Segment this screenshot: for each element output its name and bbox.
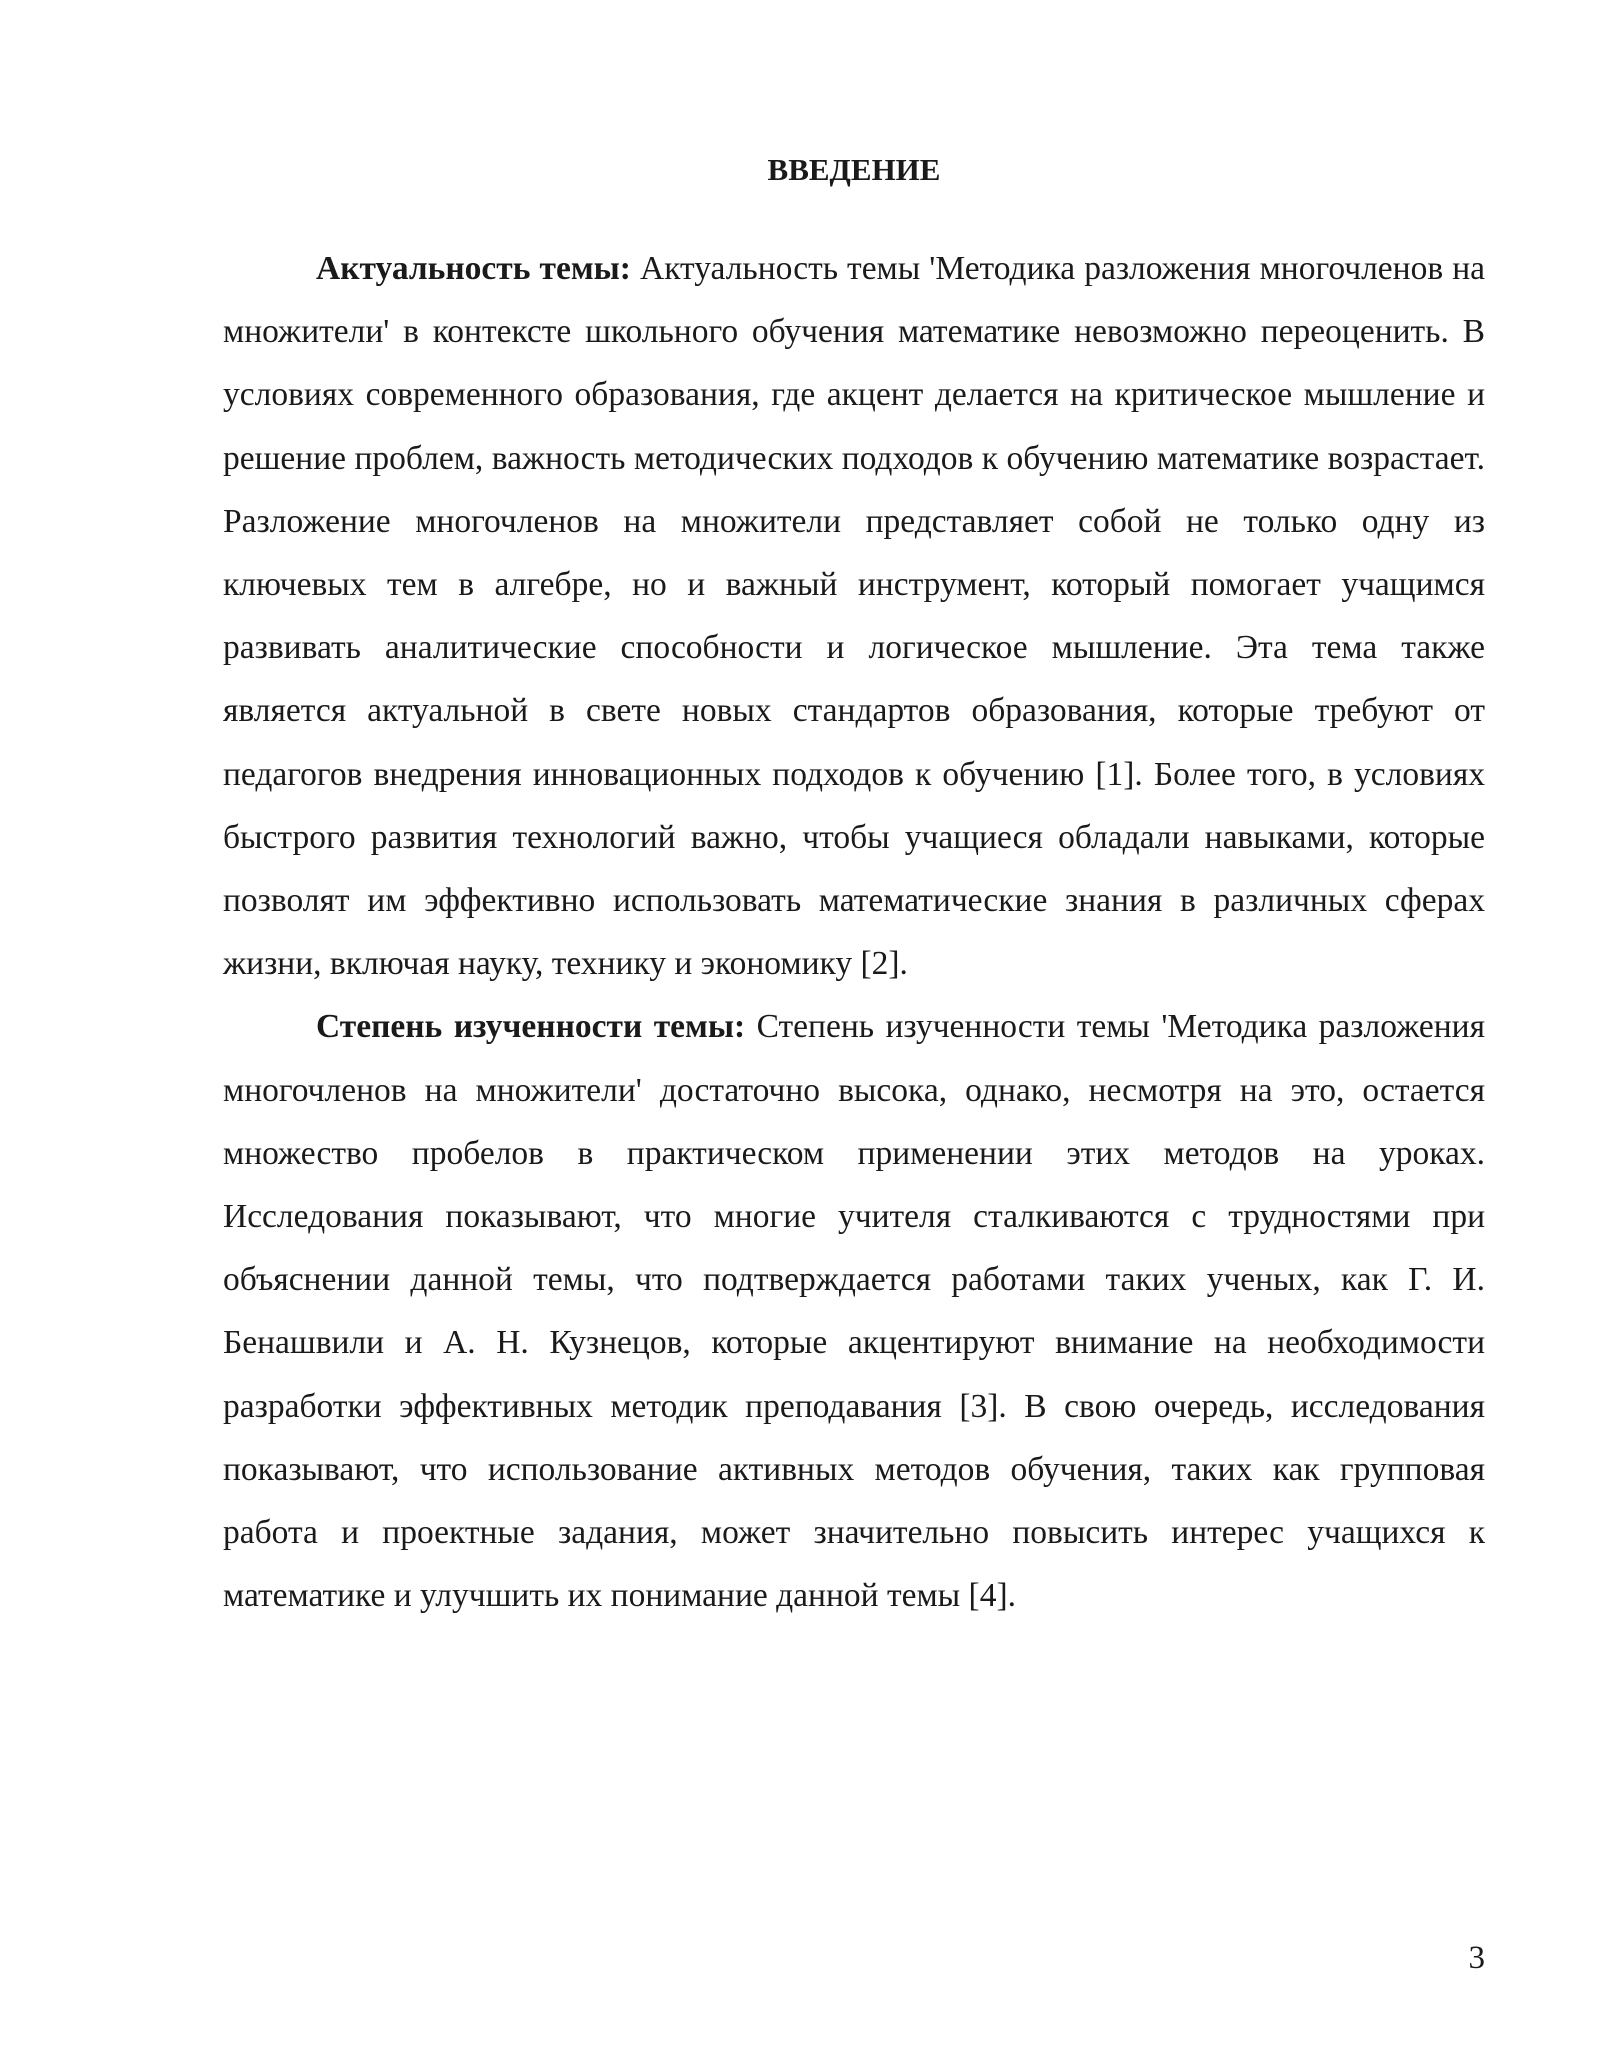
paragraph-text: Степень изученности темы 'Методика разложения многочленов на множители' достаточно высока, однако, несмотря на это, остается множество пробелов в практическом применении этих методов на уроках. Исследования показывают, что многие учителя сталкиваются с трудностями при объяснении данной темы, что подтверждается работами таких ученых, как Г. И. Бенашвили и А. Н. Кузнецов, которые акцентируют внимание на необходимости разработки эффективных методик преподавания [3]. В свою очередь, исследования показывают, что использование активных методов обучения, таких как групповая работа и проектные задания, может значительно повысить интерес учащихся к математике и улучшить их понимание данной темы [4]. (223, 1008, 1485, 1615)
page-number: 3 (1468, 1940, 1485, 1976)
paragraph-text: Актуальность темы 'Методика разложения многочленов на множители' в контексте школьного обучения математике невозможно переоценить. В условиях современного образования, где акцент делается на критическое мышление и решение проблем, важность методических подходов к обучению математике возрастает. Разложение многочленов на множители представляет собой не только одну из ключевых тем в алгебре, но и важный инструмент, который помогает учащимся развивать аналитические способности и логическое мышление. Эта тема также является актуальной в свете новых стандартов образования, которые требуют от педагогов внедрения инновационных подходов к обучению [1]. Более того, в условиях быстрого развития технологий важно, чтобы учащиеся обладали навыками, которые позволят им эффективно использовать математические знания в различных сферах жизни, включая науку, технику и экономику [2]. (223, 250, 1486, 983)
paragraph-degree-of-study (223, 995, 1485, 1627)
page-title: ВВЕДЕНИЕ (767, 152, 941, 187)
paragraph-lead: Актуальность темы: (316, 250, 631, 287)
paragraph-lead: Степень изученности темы: (316, 1008, 746, 1046)
body-text (223, 237, 1485, 1627)
paragraph-relevance (223, 237, 1485, 995)
